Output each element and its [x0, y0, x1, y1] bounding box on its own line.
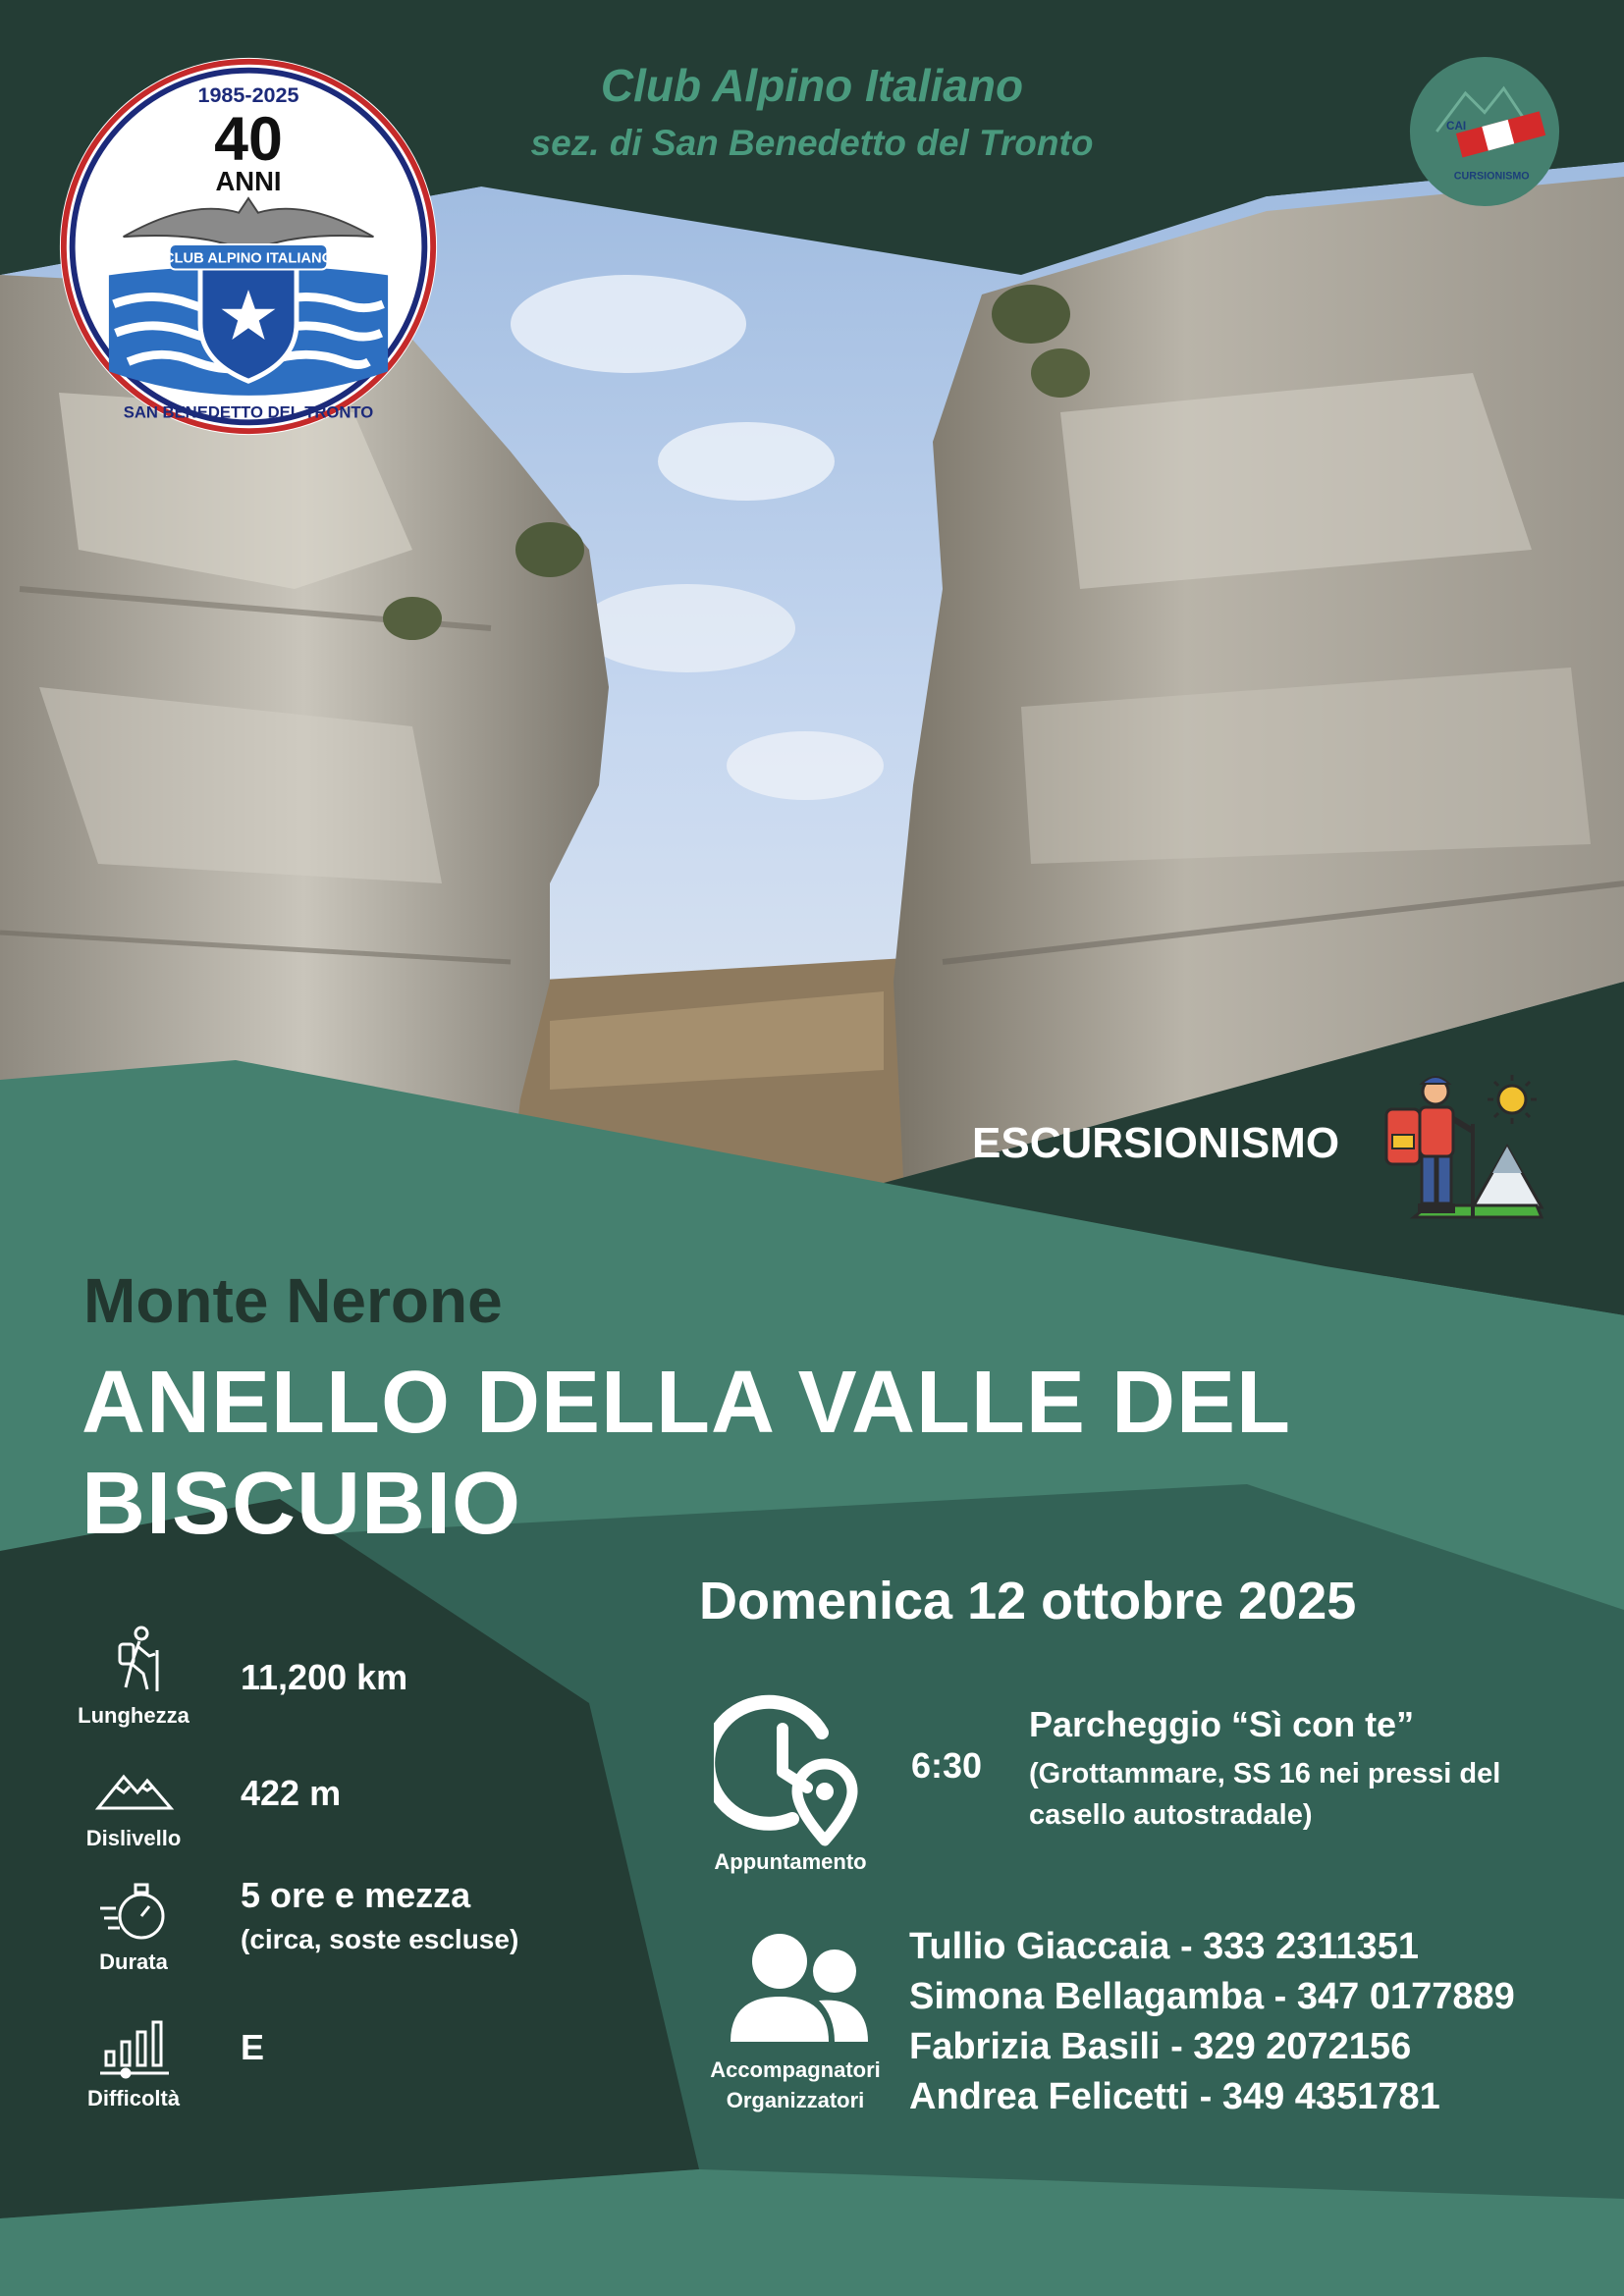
stat-label-duration: Durata: [99, 1949, 168, 1974]
clock-location-icon: [714, 1693, 861, 1850]
svg-text:CURSIONISMO: CURSIONISMO: [1453, 170, 1530, 183]
contacts-list: [909, 1922, 1515, 2122]
stat-value-elevation: 422 m: [241, 1773, 342, 1813]
hiker-icon: [1375, 1070, 1551, 1237]
stat-label-elevation: Dislivello: [85, 1826, 182, 1850]
stopwatch-icon: [90, 1877, 179, 1946]
category-label: ESCURSIONISMO: [972, 1119, 1340, 1167]
svg-text:ANNI: ANNI: [215, 166, 282, 197]
contact-item: Simona Bellagamba - 347 0177889: [909, 1976, 1515, 2017]
stat-value-length: 11,200 km: [241, 1657, 408, 1697]
org-section: sez. di San Benedetto del Tronto: [530, 123, 1094, 163]
event-date: Domenica 12 ottobre 2025: [699, 1572, 1357, 1630]
hiker-icon: [90, 1625, 179, 1693]
stat-label-difficulty: Difficoltà: [86, 2086, 181, 2110]
meeting-label: Appuntamento: [714, 1849, 867, 1874]
svg-text:1985-2025: 1985-2025: [197, 82, 299, 107]
stat-note-duration: (circa, soste escluse): [241, 1924, 519, 1954]
organizers-label-line1: Accompagnatori: [710, 2057, 881, 2082]
organizers-label: [687, 2055, 903, 2115]
svg-text:SAN BENEDETTO DEL TRONTO: SAN BENEDETTO DEL TRONTO: [123, 402, 374, 422]
stat-value-duration: 5 ore e mezza: [241, 1875, 471, 1915]
group-icon: [725, 1932, 872, 2050]
svg-text:CAI: CAI: [1446, 120, 1467, 133]
svg-text:CLUB ALPINO ITALIANO: CLUB ALPINO ITALIANO: [163, 250, 334, 267]
contact-item: Tullio Giaccaia - 333 2311351: [909, 1926, 1419, 1967]
event-subtitle: Monte Nerone: [83, 1265, 503, 1336]
mountain-icon: [90, 1757, 179, 1826]
stat-value-difficulty: E: [241, 2027, 265, 2067]
organizers-label-line2: Organizzatori: [726, 2088, 865, 2112]
meeting-details: (Grottammare, SS 16 nei pressi del casello autostradale): [1029, 1758, 1501, 1831]
cai-escursionismo-badge: [1408, 55, 1561, 208]
meeting-place: Parcheggio “Sì con te”: [1029, 1704, 1415, 1744]
svg-text:40: 40: [214, 104, 283, 174]
stat-label-length: Lunghezza: [78, 1703, 189, 1728]
contact-item: Fabrizia Basili - 329 2072156: [909, 2026, 1412, 2067]
org-name: Club Alpino Italiano: [600, 60, 1024, 111]
difficulty-bars-icon: [90, 2012, 179, 2081]
cai-40-anni-logo: [56, 54, 441, 439]
contact-item: Andrea Felicetti - 349 4351781: [909, 2076, 1440, 2117]
event-title: ANELLO DELLA VALLE DEL BISCUBIO: [81, 1354, 1290, 1553]
meeting-time: 6:30: [911, 1745, 983, 1786]
